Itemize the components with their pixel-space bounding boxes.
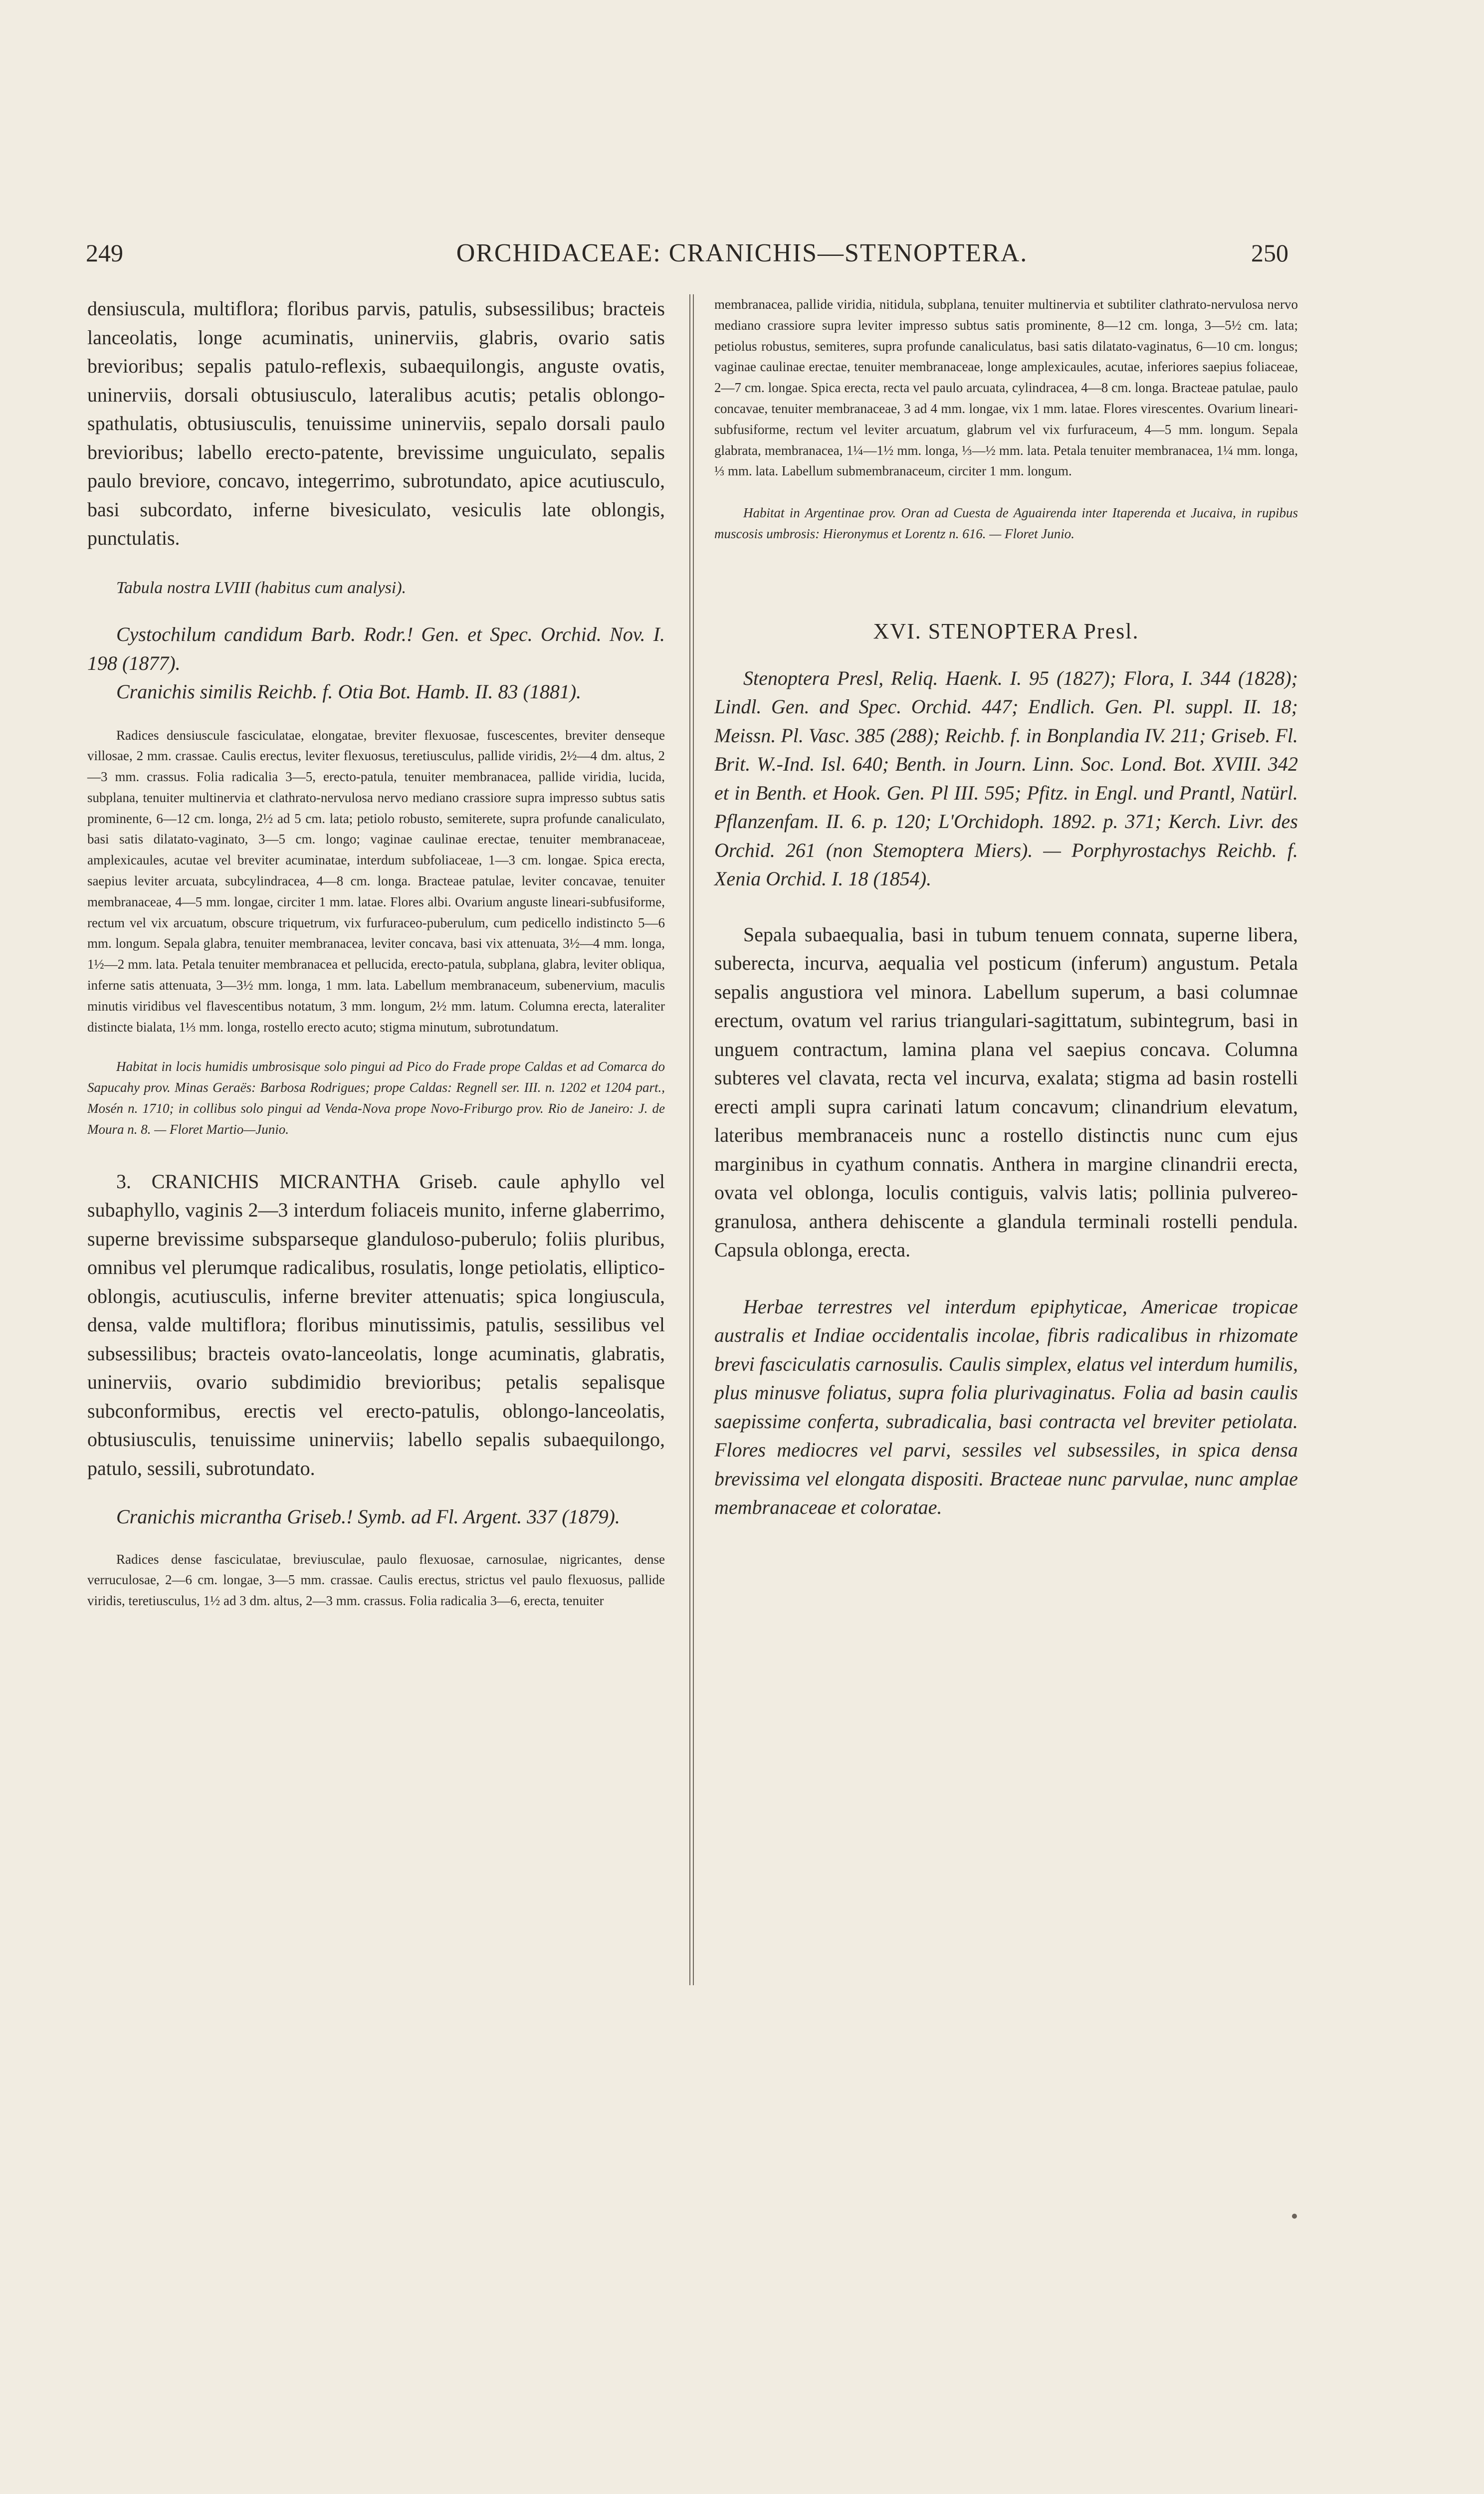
right-column [714, 294, 1298, 1522]
running-title: ORCHIDACEAE: CRANICHIS—STENOPTERA. [456, 239, 1028, 267]
genus-bibliography: Stenoptera Presl, Reliq. Haenk. I. 95 (1827); Flora, I. 344 (1828); Lindl. Gen. and Spec. Orchid. 447; Endlich. Gen. Pl. suppl. II. 18; Meissn. Pl. Vasc. 385 (288); Reichb. f. in Bonplandia IV. 211; Griseb. Fl. Brit. W.-Ind. Isl. 640; Benth. in Journ. Linn. Soc. Lond. Bot. XVIII. 342 et in Benth. et Hook. Gen. Pl III. 595; Pfitz. in Engl. und Prantl, Natürl. Pflanzenfam. II. 6. p. 120; L'Orchidoph. 1892. p. 371; Kerch. Livr. des Orchid. 261 (non Stemoptera Miers). — Porphyrostachys Reichb. f. Xenia Orchid. I. 18 (1854). [714, 666, 1298, 890]
left-column [87, 294, 665, 1612]
genus-habit-description: Herbae terrestres vel interdum epiphyticae, Americae tropicae australis et Indiae occidentalis incolae, fibris radicalibus in rhizomate brevi fasciculatis carnosulis. Caulis simplex, elatus vel interdum humilis, plus minusve foliatus, supra folia plurivaginatus. Folia ad basin caulis saepissime conferta, subradicalia, basi contracta vel breviter petiolata. Flores mediocres vel parvi, sessiles vel subsessiles, in spica densa brevissima vel elongata dispositi. Bracteae nunc parvulae, nunc amplae membranaceae et coloratae. [714, 1295, 1298, 1519]
species-cranichis-micrantha: 3. CRANICHIS MICRANTHA Griseb. caule aphyllo vel subaphyllo, vaginis 2—3 interdum foliaceis munito, inferne glaberrimo, superne brevissime subsparseque glanduloso-puberulo; foliis pluribus, omnibus vel plerumque radicalibus, rosulatis, longe petiolatis, elliptico-oblongis, acutiusculis, inferne breviter attenuatis; spica longiuscula, densa, valde multiflora; floribus minutissimis, patulis, sessilibus vel subsessilibus; bracteis ovato-lanceolatis, longe acuminatis, glabratis, uninerviis, ovario subdimidio brevioribus; petalis sepalisque subconformibus, erectis vel erecto-patulis, oblongo-lanceolatis, obtusiusculis, tenuissime uninerviis; labello sepalis subaequilongo, patulo, sessili, subrotundato. [87, 1170, 665, 1479]
habitat-micrantha: Habitat in Argentinae prov. Oran ad Cuesta de Aguairenda inter Itaperenda et Jucaiva, in rupibus muscosis umbrosis: Hieronymus et Lorentz n. 616. — Floret Junio. [714, 505, 1298, 541]
micrantha-description: Radices dense fasciculatae, breviusculae, paulo flexuosae, carnosulae, nigricantes, dense verruculosae, 2—6 cm. longae, 3—5 mm. crassae. Caulis erectus, strictus vel paulo flexuosus, pallide viridis, teretiusculus, 1½ ad 3 dm. altus, 2—3 mm. crassus. Folia radicalia 3—6, erecta, tenuiter [87, 1551, 665, 1609]
habitat-note: Habitat in locis humidis umbrosisque solo pingui ad Pico do Frade prope Caldas et ad Comarca do Sapucahy prov. Minas Geraës: Barbosa Rodrigues; prope Caldas: Regnell ser. III. n. 1202 et 1204 part., Mosén n. 1710; in collibus solo pingui ad Venda-Nova prope Novo-Friburgo prov. Rio de Janeiro: J. de Moura n. 8. — Floret Martio—Junio. [87, 1059, 665, 1137]
species-description-small: Radices densiuscule fasciculatae, elongatae, breviter flexuosae, fuscescentes, breviter denseque villosae, 2 mm. crassae. Caulis erectus, leviter flexuosus, teretiusculus, pallide viridis, 2½—4 dm. altus, 2—3 mm. crassus. Folia radicalia 3—5, erecto-patula, tenuiter membranacea, pallide viridia, lucida, subplana, tenuiter multinervia et clathrato-nervulosa nervo mediano crassiore supra impresso subtus satis prominente, 6—12 cm. longa, 2½ ad 5 cm. lata; petiolo robusto, semiterete, supra profunde canaliculato, basi satis dilatato-vaginato, 3—5 cm. longo; vaginae caulinae erectae, tenuiter membranaceae, amplexicaules, acutae vel breviter acuminatae, interdum subfoliaceae, 1—3 cm. longae. Spica erecta, saepius leviter arcuata, subcylindracea, 4—8 cm. longa. Bracteae patulae, leviter concavae, tenuiter membranaceae, 4—5 mm. longae, circiter 1 mm. latae. Flores albi. Ovarium anguste lineari-subfusiforme, rectum vel vix arcuatum, obscure triquetrum, vix furfuraceo-puberulum, cum pedicello indistincto 5—6 mm. longum. Sepala glabra, tenuiter membranacea, leviter concava, basi vix attenuata, 3½—4 mm. longa, 1½—2 mm. lata. Petala tenuiter membranacea et pellucida, erecto-patula, subplana, glabra, leviter obliqua, inferne satis attenuata, 3—3½ mm. longa, 1 mm. lata. Labellum membranaceum, subenervium, maculis minutis viridibus vel flavescentibus notatum, 3 mm. longum, 2½ mm. latum. Columna erecta, lateraliter distincte bialata, 1⅓ mm. longa, rostello erecto acuto; stigma minutum, subrotundatum. [87, 727, 665, 1035]
page-number-right: 250 [1251, 239, 1288, 267]
species-diagnosis-cont: densiuscula, multiflora; floribus parvis, patulis, subsessilibus; bracteis lanceolatis, longe acuminatis, uninerviis, glabris, ovario satis brevioribus; sepalis patulo-reflexis, subaequilongis, anguste ovatis, uninerviis, dorsali obtusiusculo, lateralibus acutis; petalis oblongo-spathulatis, obtusiusculis, tenuissime uninerviis, sepalo dorsali paulo brevioribus; labello erecto-patente, brevissime unguiculato, sepalis paulo breviore, concavo, integerrimo, subrotundato, apice acutiusculo, basi subcordato, inferne bivesiculato, vesiculis late oblongis, punctulatis. [87, 297, 665, 549]
genus-description: Sepala subaequalia, basi in tubum tenuem connata, superne libera, suberecta, incurva, aequalia vel posticum (inferum) angustum. Petala sepalis angustiora vel minora. Labellum superum, a basi columnae erectum, ovatum vel rarius triangulari-sagittatum, subintegrum, basi in unguem contractum, lamina plana vel saepius concava. Columna subteres vel clavata, recta vel incurva, exalata; stigma ad basin rostelli erecti ampli supra carinati latum concavum; clinandrium elevatum, lateribus membranaceis nunc a rostello distinctis nunc cum ejus marginibus in cyathum connatis. Anthera in margine clinandrii erecta, ovata vel oblonga, loculis contiguis, valvis latis; pollinia pulvereo-granulosa, anthera dehiscente a glandula terminali rostelli pendula. Capsula oblonga, erecta. [714, 923, 1298, 1261]
page-header [0, 238, 1484, 278]
micrantha-description-cont: membranacea, pallide viridia, nitidula, subplana, tenuiter multinervia et subtiliter clathrato-nervulosa nervo mediano crassiore supra leviter impresso subtus satis prominente, 8—12 cm. longa, 3—5½ cm. lata; petiolus robustus, semiteres, supra profunde canaliculatus, basi satis dilatato-vaginatus, 6—10 cm. longus; vaginae caulinae erectae, tenuiter membranaceae, longe amplexicaules, acutae, inferiores saepius foliaceae, 2—7 cm. longae. Spica erecta, recta vel paulo arcuata, cylindracea, 4—8 cm. longa. Bracteae patulae, paulo concavae, tenuiter membranaceae, 3 ad 4 mm. longae, vix 1 mm. latae. Flores virescentes. Ovarium lineari-subfusiforme, rectum vel leviter arcuatum, glabrum vel vix furfuraceum, 4—5 mm. longum. Sepala glabrata, membranacea, 1¼—1½ mm. longa, ⅓—½ mm. lata. Petala tenuiter membranacea, 1¼ mm. longa, ⅓ mm. lata. Labellum submembranaceum, circiter 1 mm. longum. [714, 297, 1298, 479]
column-divider [689, 294, 694, 1985]
synonym-micrantha: Cranichis micrantha Griseb.! Symb. ad Fl. Argent. 337 (1879). [116, 1505, 620, 1528]
synonym-cranichis-similis: Cranichis similis Reichb. f. Otia Bot. Hamb. II. 83 (1881). [116, 680, 582, 703]
ink-speck [1292, 2214, 1297, 2219]
genus-heading-stenoptera: XVI. STENOPTERA Presl. [873, 619, 1139, 643]
page-number-left: 249 [86, 239, 123, 267]
plate-reference: Tabula nostra LVIII (habitus cum analysi). [116, 578, 407, 597]
synonym-cystochilum: Cystochilum candidum Barb. Rodr.! Gen. et Spec. Orchid. Nov. I. 198 (1877). [87, 623, 665, 674]
